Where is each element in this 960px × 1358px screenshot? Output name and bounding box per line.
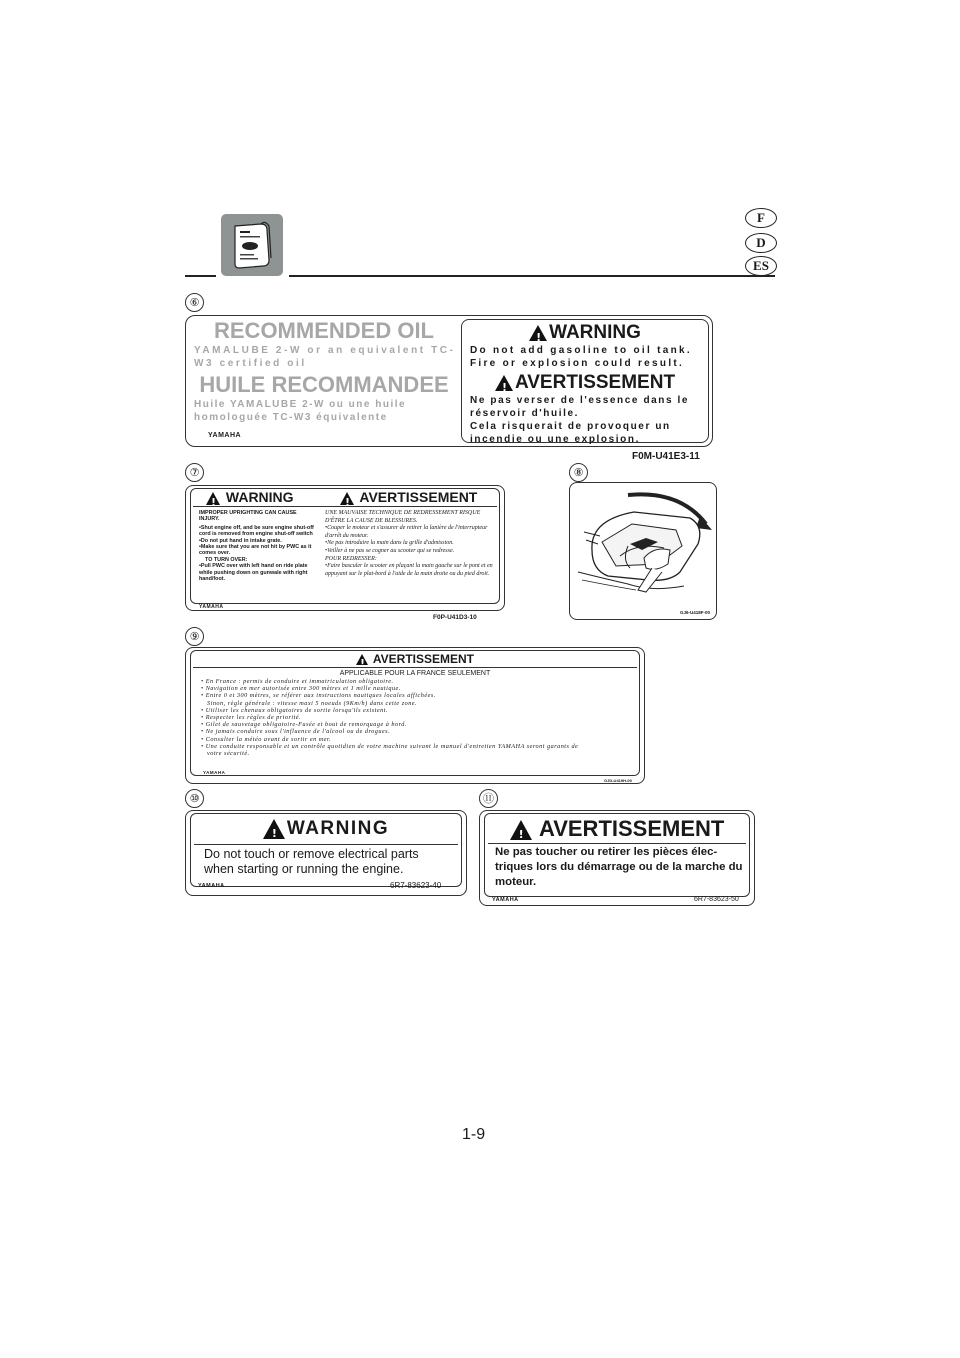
- avertissement-line-2: réservoir d'huile.: [470, 408, 579, 419]
- avertissement-line-3: Cela risquerait de provoquer un: [470, 421, 671, 432]
- label-11-title: AVERTISSEMENT: [538, 816, 725, 841]
- label-7-divider: [193, 506, 497, 507]
- label-7-code: F0P-U41D3-10: [433, 614, 477, 621]
- list-item: • Gilet de sauvetage obligatoire-Fusée et bout de remorquage à bord.: [201, 721, 407, 729]
- warning-triangle-icon: [495, 375, 513, 391]
- list-item: •Faire basculer le scooter en plaçant la main gauche sur le pont et en appuyant sur le plat-bord à l'aide de la main droite ou du pied droit.: [325, 563, 493, 577]
- label-7-fr-heading: UNE MAUVAISE TECHNIQUE DE REDRESSEMENT RISQUE D'ÊTRE LA CAUSE DE BLESSURES.: [325, 510, 481, 524]
- label-7-french-column: [325, 510, 497, 578]
- label-10-brand: YAMAHA: [198, 883, 225, 889]
- label-10-code: 6R7-83623-40: [390, 881, 442, 890]
- marker-9: ⑨: [185, 627, 204, 646]
- header-rule-left: [185, 275, 216, 277]
- list-item: •Make sure that you are not hit by PWC as it comes over.: [199, 544, 312, 557]
- warning-triangle-icon: [510, 820, 532, 840]
- label-9-header: [194, 652, 636, 667]
- list-item: •Shut engine off, and be sure engine shut-off cord is removed from engine shut-off switch: [199, 524, 314, 538]
- avertissement-line-4: incendie ou une explosion.: [470, 434, 640, 445]
- label-11-brand: YAMAHA: [492, 897, 519, 903]
- list-item: •Ne pas introduire la main dans la grille d'admission.: [325, 540, 454, 547]
- marker-8: ⑧: [569, 463, 588, 482]
- label-10-header: [194, 816, 458, 842]
- jet-ski-overturn-illustration: [572, 486, 714, 606]
- marker-6: ⑥: [185, 293, 204, 312]
- label-7-brand: YAMAHA: [199, 604, 224, 610]
- header-rule-right: [289, 275, 775, 277]
- label-6-code: F0M-U41E3-11: [632, 451, 700, 462]
- label-8-code: GJ6-U418F-00: [680, 610, 711, 615]
- huile-recommandee-body: Huile YAMALUBE 2-W ou une huile homologuée TC-W3 équivalente: [194, 399, 407, 423]
- warning-triangle-icon: [206, 492, 220, 505]
- avertissement-line-1: Ne pas verser de l'essence dans le: [470, 395, 690, 406]
- label-7-avertissement-title: AVERTISSEMENT: [359, 489, 478, 505]
- lang-badge-es: ES: [745, 256, 777, 276]
- label-7-english-column: [199, 510, 317, 582]
- marker-10: ⑩: [185, 789, 204, 808]
- label-11-line-2: triques lors du démarrage ou de la marche du: [495, 861, 743, 873]
- label-7-header: [194, 489, 496, 506]
- label-11-line-1: Ne pas toucher ou retirer les pièces élec-: [495, 846, 718, 858]
- label-11-body: [495, 845, 749, 890]
- label-10-divider: [194, 844, 458, 845]
- list-item: POUR REDRESSER:: [325, 555, 377, 562]
- manual-book-icon: [221, 214, 283, 276]
- lang-badge-f: F: [745, 208, 777, 228]
- warning-body-line-2: Fire or explosion could result.: [470, 358, 685, 369]
- label-10-title: WARNING: [286, 818, 390, 839]
- label-9-subtitle: APPLICABLE POUR LA FRANCE SEULEMENT: [339, 670, 491, 677]
- label-6-left-panel: [192, 318, 456, 444]
- label-7-en-heading: IMPROPER UPRIGHTING CAN CAUSE INJURY.: [199, 510, 297, 523]
- warning-triangle-icon: [340, 492, 354, 505]
- label-11-code: 6R7-83623-50: [694, 896, 739, 903]
- list-item: • Une conduite responsable et un contrôle quotidien de votre machine suivant le manuel d'entretien YAMAHA seront garants de: [201, 742, 579, 750]
- label-10-line-1: Do not touch or remove electrical parts: [204, 847, 419, 861]
- warning-body-line-1: Do not add gasoline to oil tank.: [470, 345, 692, 356]
- warning-triangle-icon: [356, 654, 368, 665]
- list-item: Sinon, règle générale : vitesse maxi 5 noeuds (9Km/h) dans cette zone.: [207, 699, 418, 707]
- label-6-brand: YAMAHA: [208, 432, 242, 439]
- label-7-warning-title: WARNING: [225, 489, 294, 505]
- recommended-oil-title: RECOMMENDED OIL: [214, 318, 434, 343]
- list-item: • Ne jamais conduire sous l'influence de l'alcool ou de drogues.: [201, 728, 391, 736]
- list-item: • Entre 0 et 300 mètres, se référer aux instructions nautiques locales affichées.: [201, 692, 436, 700]
- list-item: • Consulter la météo avant de sortir en mer.: [201, 735, 332, 743]
- label-9-brand: YAMAHA: [203, 770, 226, 775]
- warning-title: WARNING: [549, 322, 641, 343]
- marker-7: ⑦: [185, 463, 204, 482]
- huile-recommandee-title: HUILE RECOMMANDEE: [199, 372, 449, 397]
- label-9-title: AVERTISSEMENT: [372, 652, 474, 666]
- recommended-oil-body: YAMALUBE 2-W or an equivalent TC-W3 certified oil: [194, 345, 456, 369]
- label-10-line-2: when starting or running the engine.: [204, 862, 404, 876]
- label-9-divider: [193, 667, 637, 668]
- label-10-body: [204, 847, 460, 877]
- warning-triangle-icon: [529, 325, 547, 341]
- avertissement-title: AVERTISSEMENT: [514, 372, 676, 393]
- page-number: 1-9: [462, 1126, 486, 1143]
- list-item: •Veiller à ne pas se cogner au scooter qui se redresse.: [325, 547, 455, 554]
- label-9-body: [201, 678, 633, 757]
- warning-triangle-icon: [263, 819, 285, 839]
- label-11-divider: [488, 843, 746, 844]
- list-item: •Pull PWC over with left hand on ride plate while pushing down on gunwale with right hand/foot.: [199, 563, 308, 583]
- label-9-code: GJD-U419H-00: [604, 778, 632, 783]
- list-item: •Do not put hand in intake grate.: [199, 537, 282, 544]
- list-item: • Utiliser les chenaux obligatoires de sortie lorsqu'ils existent.: [201, 706, 388, 714]
- list-item: votre sécurité.: [207, 750, 250, 758]
- list-item: • En France : permis de conduire et immatriculation obligatoire.: [201, 678, 394, 685]
- list-item: TO TURN OVER:: [205, 556, 248, 563]
- label-6-warning-panel: [461, 319, 709, 443]
- list-item: • Respecter les règles de priorité.: [201, 714, 302, 722]
- list-item: • Navigation en mer autorisée entre 300 mètres et 1 mille nautique.: [201, 685, 401, 693]
- list-item: •Couper le moteur et s'assurer de retirer la lanière de l'interrupteur d'arrêt du moteur.: [325, 525, 488, 539]
- marker-11: ⑪: [479, 789, 498, 808]
- label-11-line-3: moteur.: [495, 876, 537, 888]
- label-11-header: [488, 816, 746, 842]
- lang-badge-d: D: [745, 233, 777, 253]
